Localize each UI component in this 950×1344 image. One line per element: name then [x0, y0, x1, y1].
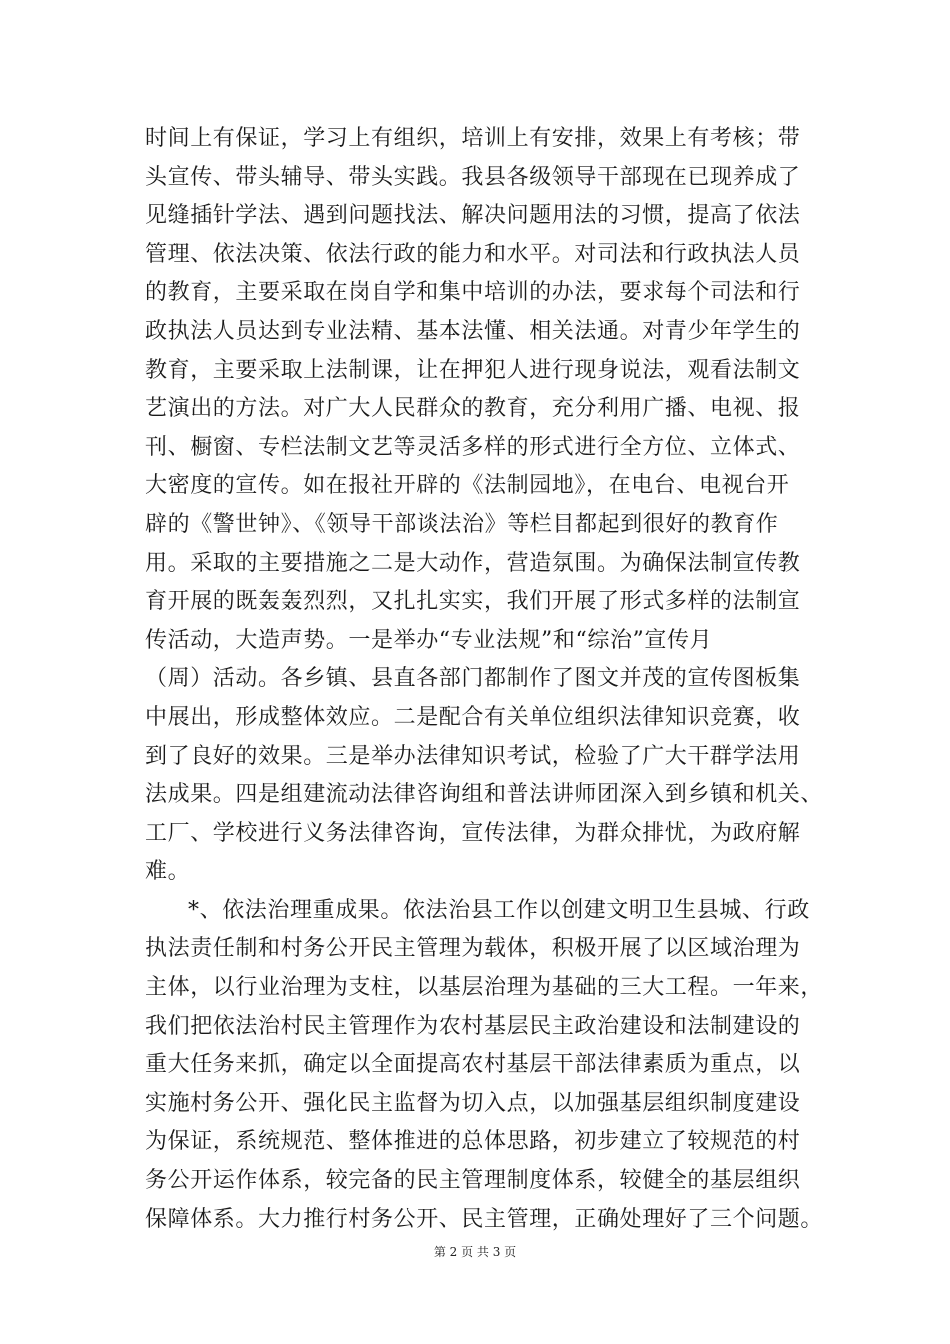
text-line: 传活动，大造声势。一是举办“专业法规”和“综治”宣传月 — [145, 627, 713, 653]
text-line: 艺演出的方法。对广大人民群众的教育，充分利用广播、电视、报 — [145, 396, 801, 422]
text-line: 为保证，系统规范、整体推进的总体思路，初步建立了较规范的村 — [145, 1129, 801, 1155]
page-number-label: 第 2 页 共 3 页 — [433, 1245, 517, 1259]
text-line: 教育，主要采取上法制课，让在押犯人进行现身说法，观看法制文 — [145, 357, 801, 383]
page-footer — [0, 1243, 950, 1260]
text-line: 育开展的既轰轰烈烈，又扎扎实实，我们开展了形式多样的法制宣 — [145, 589, 801, 615]
text-line: 务公开运作体系，较完备的民主管理制度体系，较健全的基层组织 — [145, 1168, 801, 1194]
text-line: 到了良好的效果。三是举办法律知识考试，检验了广大干群学法用 — [145, 743, 801, 769]
text-line: 法成果。四是组建流动法律咨询组和普法讲师团深入到乡镇和机关、 — [145, 782, 824, 808]
text-line: 时间上有保证，学习上有组织，培训上有安排，效果上有考核；带 — [145, 126, 801, 151]
text-line: 工厂、学校进行义务法律咨询，宣传法律，为群众排忧，为政府解 — [145, 820, 801, 846]
text-line: 保障体系。大力推行村务公开、民主管理，正确处理好了三个问题。 — [145, 1206, 824, 1232]
text-line: 刊、橱窗、专栏法制文艺等灵活多样的形式进行全方位、立体式、 — [145, 434, 801, 460]
document-body — [145, 120, 825, 1239]
text-line: 执法责任制和村务公开民主管理为载体，积极开展了以区域治理为 — [145, 936, 801, 962]
text-line: 的教育，主要采取在岗自学和集中培训的办法，要求每个司法和行 — [145, 280, 801, 306]
text-line: 大密度的宣传。如在报社开辟的《法制园地》，在电台、电视台开 — [145, 473, 790, 499]
text-line: 管理、依法决策、依法行政的能力和水平。对司法和行政执法人员 — [145, 241, 801, 267]
text-line: 实施村务公开、强化民主监督为切入点，以加强基层组织制度建设 — [145, 1090, 801, 1116]
text-line: 中展出，形成整体效应。二是配合有关单位组织法律知识竞赛，收 — [145, 704, 801, 730]
text-line: （周）活动。各乡镇、县直各部门都制作了图文并茂的宣传图板集 — [145, 666, 801, 692]
text-line: 难。 — [145, 859, 191, 885]
text-line: 辟的《警世钟》、《领导干部谈法治》等栏目都起到很好的教育作 — [145, 511, 779, 537]
text-line: 用。采取的主要措施之二是大动作，营造氛围。为确保法制宣传教 — [145, 550, 801, 576]
text-line: 政执法人员达到专业法精、基本法懂、相关法通。对青少年学生的 — [145, 318, 801, 344]
text-line: 主体，以行业治理为支柱，以基层治理为基础的三大工程。一年来， — [145, 975, 824, 1001]
text-line: 重大任务来抓，确定以全面提高农村基层干部法律素质为重点，以 — [145, 1052, 801, 1078]
text-line: 见缝插针学法、遇到问题找法、解决问题用法的习惯，提高了依法 — [145, 203, 801, 229]
text-line: 我们把依法治村民主管理作为农村基层民主政治建设和法制建设的 — [145, 1013, 801, 1039]
text-line: 头宣传、带头辅导、带头实践。我县各级领导干部现在已现养成了 — [145, 164, 801, 190]
text-line: *、依法治理重成果。依法治县工作以创建文明卫生县城、行政 — [188, 897, 810, 923]
